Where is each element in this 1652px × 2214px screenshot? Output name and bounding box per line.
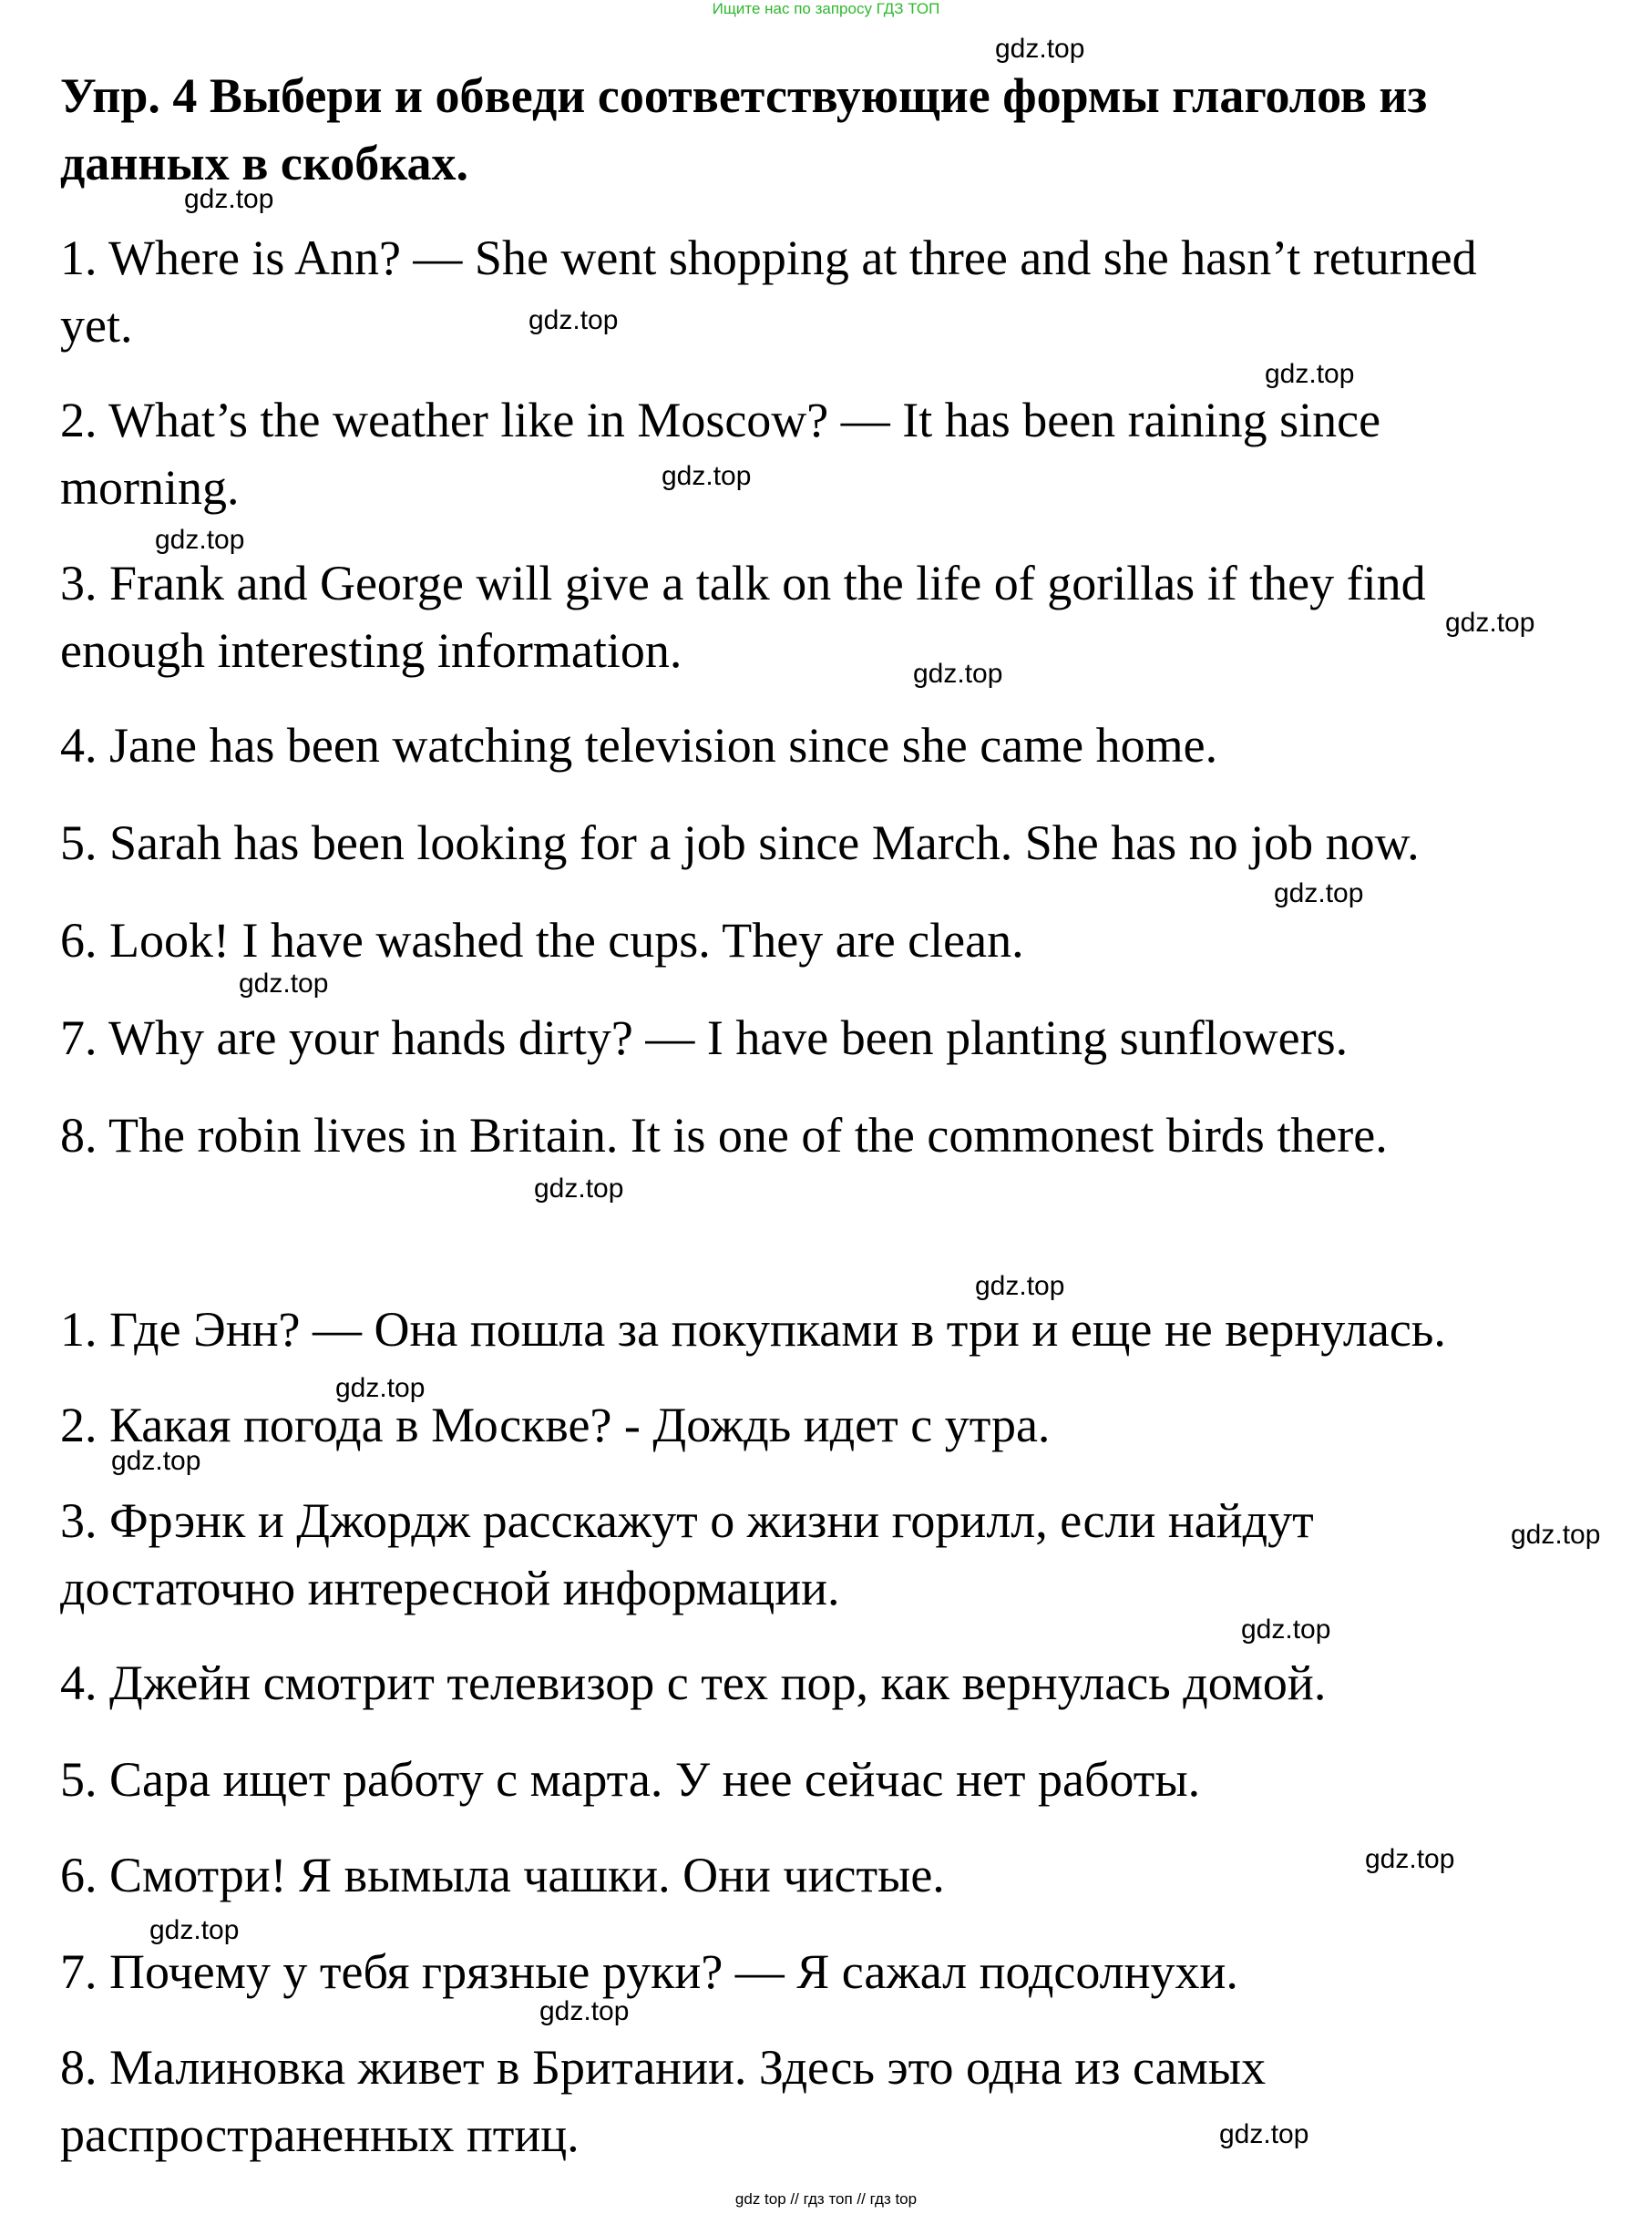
english-item-2-line-2: morning.: [60, 460, 240, 515]
russian-item-3-line-2: достаточно интересной информации.: [60, 1561, 840, 1615]
watermark-text: gdz.top: [1274, 878, 1364, 908]
watermark-text: gdz.top: [975, 1271, 1065, 1301]
russian-item-2: 2. Какая погода в Москве? - Дождь идет с утра.: [60, 1398, 1051, 1452]
russian-item-1: 1. Где Энн? — Она пошла за покупками в три и еще не вернулась.: [60, 1302, 1446, 1357]
watermark-text: gdz.top: [155, 525, 245, 555]
watermark-text: gdz.top: [239, 969, 329, 999]
watermark-text: gdz.top: [913, 659, 1003, 689]
watermark-text: gdz.top: [335, 1373, 426, 1403]
english-item-3-line-1: 3. Frank and George will give a talk on the life of gorillas if they find: [60, 556, 1426, 610]
russian-item-8-line-1: 8. Малиновка живет в Британии. Здесь это одна из самых: [60, 2040, 1267, 2095]
watermark-text: gdz.top: [1365, 1844, 1455, 1874]
watermark-text: gdz.top: [539, 1996, 630, 2026]
watermark-text: gdz.top: [149, 1915, 240, 1945]
watermark-text: gdz.top: [184, 184, 274, 214]
watermark-text: gdz.top: [1511, 1520, 1601, 1550]
watermark-text: gdz.top: [662, 461, 752, 491]
heading-line-1: Упр. 4 Выбери и обведи соответствующие формы глаголов из: [60, 68, 1428, 123]
russian-item-8-line-2: распространенных птиц.: [60, 2107, 580, 2162]
english-item-3-line-2: enough interesting information.: [60, 623, 682, 678]
watermark-text: gdz.top: [1445, 608, 1535, 638]
english-item-1-line-1: 1. Where is Ann? — She went shopping at three and she hasn’t returned: [60, 231, 1477, 285]
english-item-5: 5. Sarah has been looking for a job since March. She has no job now.: [60, 815, 1420, 870]
english-item-8: 8. The robin lives in Britain. It is one of the commonest birds there.: [60, 1108, 1388, 1163]
heading-line-2: данных в скобках.: [60, 136, 469, 190]
footer-links: gdz top // гдз топ // гдз top: [734, 2190, 918, 2208]
watermark-text: gdz.top: [995, 34, 1085, 64]
english-item-1-line-2: yet.: [60, 298, 133, 353]
watermark-text: gdz.top: [1219, 2119, 1309, 2149]
english-item-2-line-1: 2. What’s the weather like in Moscow? — It has been raining since: [60, 393, 1381, 447]
english-item-6: 6. Look! I have washed the cups. They are clean.: [60, 913, 1024, 968]
russian-item-6: 6. Смотри! Я вымыла чашки. Они чистые.: [60, 1848, 945, 1902]
exercise-heading: [60, 62, 1609, 197]
watermark-text: gdz.top: [1241, 1614, 1331, 1645]
top-banner: Ищите нас по запросу ГДЗ ТОП: [712, 0, 940, 17]
watermark-text: gdz.top: [1265, 359, 1355, 389]
russian-item-3-line-1: 3. Фрэнк и Джордж расскажут о жизни горилл, если найдут: [60, 1493, 1314, 1548]
watermark-text: gdz.top: [111, 1446, 201, 1476]
russian-item-4: 4. Джейн смотрит телевизор с тех пор, как вернулась домой.: [60, 1655, 1327, 1710]
russian-item-7: 7. Почему у тебя грязные руки? — Я сажал подсолнухи.: [60, 1944, 1238, 1999]
english-item-7: 7. Why are your hands dirty? — I have been planting sunflowers.: [60, 1010, 1349, 1065]
watermark-text: gdz.top: [534, 1174, 624, 1204]
english-item-4: 4. Jane has been watching television since she came home.: [60, 718, 1218, 773]
watermark-text: gdz.top: [528, 305, 619, 335]
russian-item-5: 5. Сара ищет работу с марта. У нее сейчас нет работы.: [60, 1752, 1201, 1807]
